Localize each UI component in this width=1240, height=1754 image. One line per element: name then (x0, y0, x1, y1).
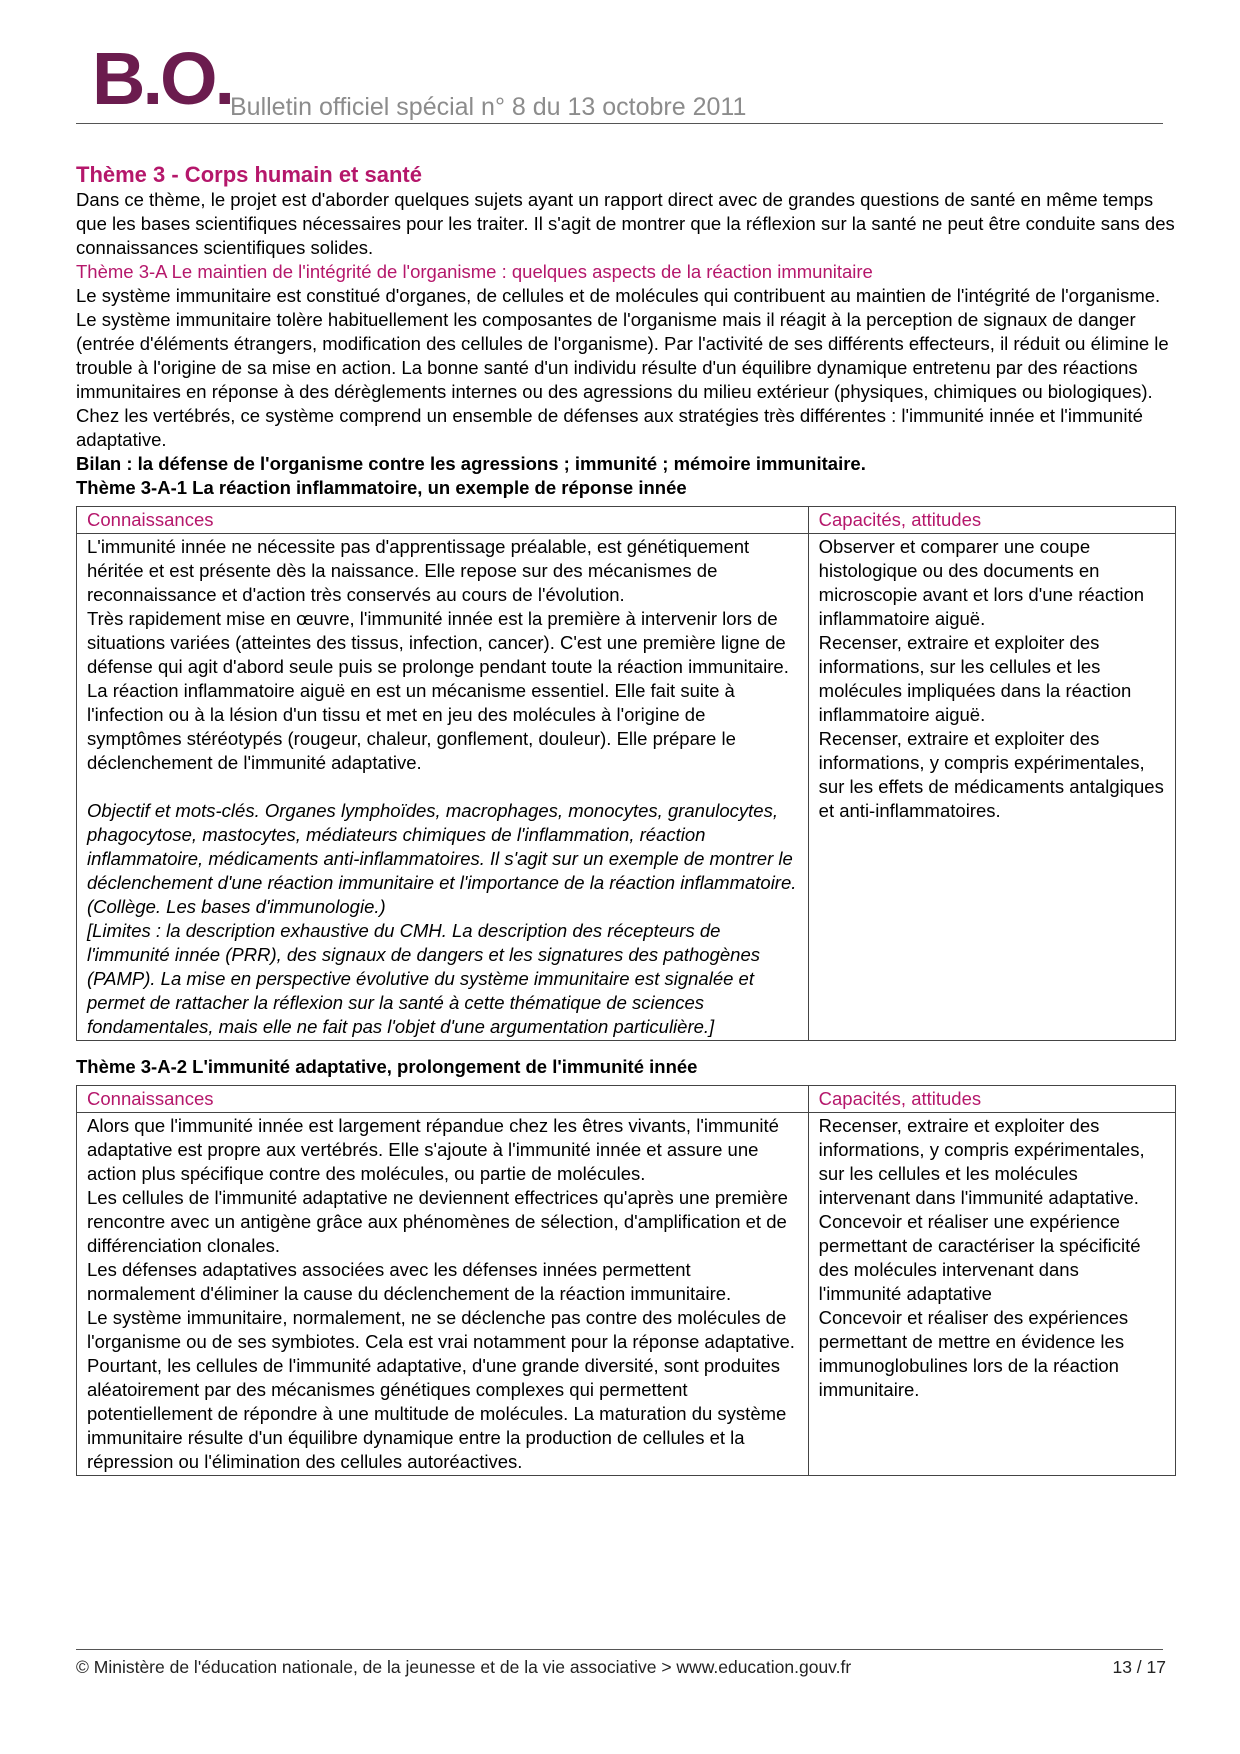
bilan-line: Bilan : la défense de l'organisme contre les agressions ; immunité ; mémoire immunitaire. (76, 453, 866, 474)
column-header-capacities: Capacités, attitudes (808, 507, 1175, 534)
section1-title: Thème 3-A-1 La réaction inflammatoire, un exemple de réponse innée (76, 477, 687, 498)
capacity-item: Recenser, extraire et exploiter des informations, y compris expérimentales, sur les effets de médicaments antalgiques et anti-inflammatoires. (818, 728, 1164, 821)
bulletin-title: Bulletin officiel spécial n° 8 du 13 octobre 2011 (230, 93, 747, 121)
knowledge-paragraph: Les cellules de l'immunité adaptative ne deviennent effectrices qu'après une première rencontre avec un antigène grâce aux phénomènes de sélection, d'amplification et de différenciation clonales. (87, 1187, 788, 1256)
section2-title: Thème 3-A-2 L'immunité adaptative, prolongement de l'immunité innée (76, 1056, 698, 1077)
knowledge-cell (77, 1113, 809, 1476)
column-header-knowledge: Connaissances (77, 507, 809, 534)
column-header-capacities: Capacités, attitudes (808, 1086, 1175, 1113)
capacity-item: Observer et comparer une coupe histologique ou des documents en microscopie avant et lors d'une réaction inflammatoire aiguë. (818, 536, 1145, 629)
table-row (77, 534, 1176, 1041)
capacities-cell (808, 534, 1175, 1041)
bo-logo: B.O. (92, 37, 233, 120)
theme-body: Le système immunitaire est constitué d'organes, de cellules et de molécules qui contribuent au maintien de l'intégrité de l'organisme. Le système immunitaire tolère habituellement les composantes de l'organisme mais il réagit à la perception de signaux de danger (entrée d'éléments étrangers, modification des cellules de l'organisme). Par l'activité de ses différents effecteurs, il réduit ou élimine le trouble à l'origine de sa mise en action. La bonne santé d'un individu résulte d'un équilibre dynamique entretenu par des réactions immunitaires en réponse à des dérèglements internes ou des agressions du milieu extérieur (physiques, chimiques ou biologiques). Chez les vertébrés, ce système comprend un ensemble de défenses aux stratégies très différentes : l'immunité innée et l'immunité adaptative. (76, 285, 1169, 450)
knowledge-paragraph: Très rapidement mise en œuvre, l'immunité innée est la première à intervenir lors de situations variées (atteintes des tissus, infection, cancer). C'est une première ligne de défense qui agit d'abord seule puis se prolonge pendant toute la réaction immunitaire. (87, 608, 789, 677)
page-number: 13 / 17 (1112, 1657, 1166, 1677)
capacity-item: Concevoir et réaliser une expérience permettant de caractériser la spécificité des molécules intervenant dans l'immunité adaptative (818, 1211, 1141, 1304)
table-header-row (77, 507, 1176, 534)
knowledge-paragraph: Pourtant, les cellules de l'immunité adaptative, d'une grande diversité, sont produites aléatoirement par des mécanismes génétiques complexes qui permettent potentiellement de répondre à une multitude de molécules. La maturation du système immunitaire résulte d'un équilibre dynamique entre la production de cellules et la répression ou l'élimination des cellules autoréactives. (87, 1355, 787, 1472)
footer-copyright: © Ministère de l'éducation nationale, de la jeunesse et de la vie associative > www.education.gouv.fr (76, 1657, 852, 1677)
section2-table (76, 1085, 1176, 1476)
knowledge-paragraph: L'immunité innée ne nécessite pas d'apprentissage préalable, est génétiquement héritée et est présente dès la naissance. Elle repose sur des mécanismes de reconnaissance et d'action très conservés au cours de l'évolution. (87, 536, 750, 605)
theme-subtitle: Thème 3-A Le maintien de l'intégrité de l'organisme : quelques aspects de la réaction immunitaire (76, 261, 873, 282)
table-row (77, 1113, 1176, 1476)
limits-note: [Limites : la description exhaustive du CMH. La description des récepteurs de l'immunité innée (PRR), des signaux de dangers et les signatures des pathogènes (PAMP). La mise en perspective évolutive du système immunitaire est signalée et permet de rattacher la réflexion sur la santé à cette thématique de sciences fondamentales, mais elle ne fait pas l'objet d'une argumentation particulière.] (87, 920, 761, 1037)
footer-divider (76, 1649, 1163, 1650)
header-divider (76, 123, 1163, 124)
capacities-cell (808, 1113, 1175, 1476)
section1-table (76, 506, 1176, 1041)
page-content (76, 162, 1176, 1476)
knowledge-cell (77, 534, 809, 1041)
college-note: (Collège. Les bases d'immunologie.) (87, 896, 386, 917)
objective-keywords: Objectif et mots-clés. Organes lymphoïdes, macrophages, monocytes, granulocytes, phagocytose, mastocytes, médiateurs chimiques de l'inflammation, réaction inflammatoire, médicaments anti-inflammatoires. Il s'agit sur un exemple de montrer le déclenchement d'une réaction immunitaire et l'importance de la réaction inflammatoire. (87, 800, 797, 893)
capacity-item: Concevoir et réaliser des expériences permettant de mettre en évidence les immunoglobulines lors de la réaction immunitaire. (818, 1307, 1129, 1400)
theme-intro: Dans ce thème, le projet est d'aborder quelques sujets ayant un rapport direct avec de grandes questions de santé en même temps que les bases scientifiques nécessaires pour les traiter. Il s'agit de montrer que la réflexion sur la santé ne peut être conduite sans des connaissances scientifiques solides. (76, 189, 1175, 258)
knowledge-paragraph: Le système immunitaire, normalement, ne se déclenche pas contre des molécules de l'organisme ou de ses symbiotes. Cela est vrai notamment pour la réponse adaptative. (87, 1307, 795, 1352)
table-header-row (77, 1086, 1176, 1113)
capacity-item: Recenser, extraire et exploiter des informations, y compris expérimentales, sur les cellules et les molécules intervenant dans l'immunité adaptative. (818, 1115, 1145, 1208)
capacity-item: Recenser, extraire et exploiter des informations, sur les cellules et les molécules impliquées dans la réaction inflammatoire aiguë. (818, 632, 1132, 725)
knowledge-paragraph: La réaction inflammatoire aiguë en est un mécanisme essentiel. Elle fait suite à l'infection ou à la lésion d'un tissu et met en jeu des molécules à l'origine de symptômes stéréotypés (rougeur, chaleur, gonflement, douleur). Elle prépare le déclenchement de l'immunité adaptative. (87, 680, 736, 773)
column-header-knowledge: Connaissances (77, 1086, 809, 1113)
knowledge-paragraph: Les défenses adaptatives associées avec les défenses innées permettent normalement d'éliminer la cause du déclenchement de la réaction immunitaire. (87, 1259, 732, 1304)
theme-title: Thème 3 - Corps humain et santé (76, 162, 422, 187)
knowledge-paragraph: Alors que l'immunité innée est largement répandue chez les êtres vivants, l'immunité adaptative est propre aux vertébrés. Elle s'ajoute à l'immunité innée et assure une action plus spécifique contre des molécules, ou partie de molécules. (87, 1115, 779, 1184)
